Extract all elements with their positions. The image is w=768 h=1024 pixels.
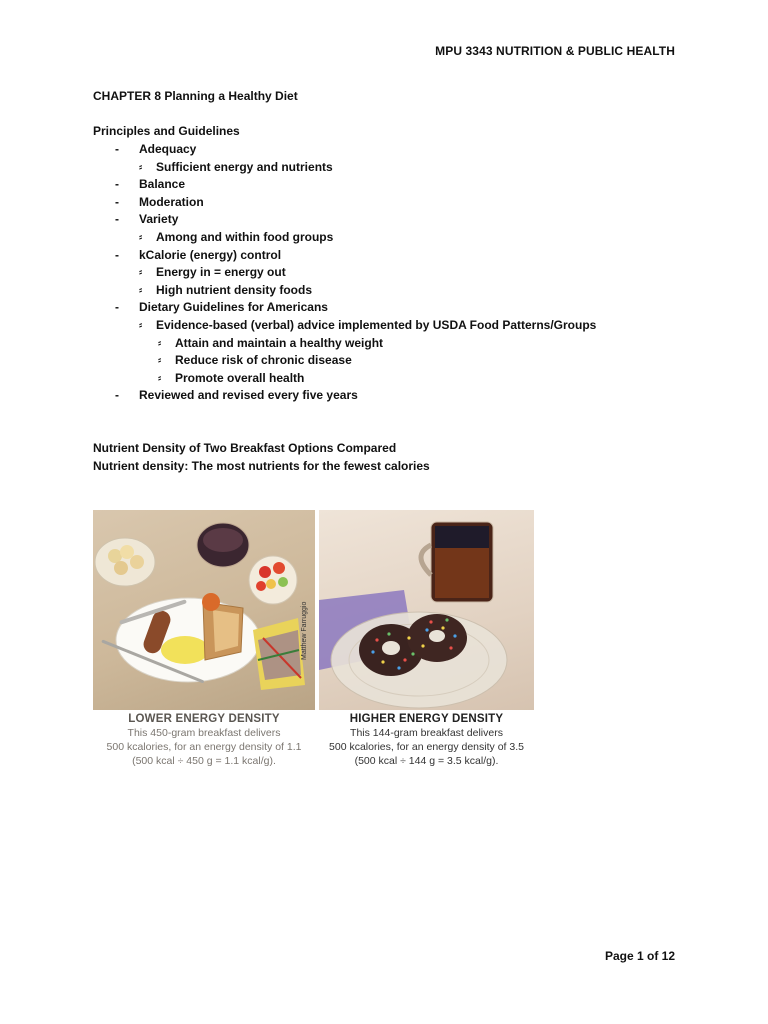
higher-density-breakfast-illustration — [319, 510, 534, 710]
nutrient-density-title: Nutrient Density of Two Breakfast Options Compared — [93, 441, 397, 455]
outline-item — [93, 317, 693, 335]
outline-item — [93, 370, 693, 388]
outline-item — [93, 335, 693, 353]
lower-density-breakfast-illustration — [93, 510, 315, 710]
outline-item — [93, 387, 693, 405]
section-title: Principles and Guidelines — [93, 124, 240, 138]
outline-item-text: Evidence-based (verbal) advice implemented by USDA Food Patterns/Groups — [156, 317, 597, 332]
outline-item — [93, 229, 693, 247]
sub-bullet: ⸗ — [139, 284, 143, 296]
outline-item-text: Reduce risk of chronic disease — [175, 353, 352, 368]
outline-item-text: Variety — [139, 212, 179, 227]
outline-item — [93, 159, 693, 177]
dash-bullet: - — [115, 177, 119, 192]
outline-item — [93, 211, 693, 229]
dash-bullet: - — [115, 388, 119, 403]
outline-item-text: Among and within food groups — [156, 229, 334, 244]
outline-item-text: Reviewed and revised every five years — [139, 388, 358, 403]
chapter-title: CHAPTER 8 Planning a Healthy Diet — [93, 89, 298, 103]
higher-density-line-1: This 144-gram breakfast delivers — [350, 727, 503, 739]
outline-item — [93, 282, 693, 300]
dash-bullet: - — [115, 212, 119, 227]
lower-density-line-1: This 450-gram breakfast delivers — [127, 727, 281, 739]
dash-bullet: - — [115, 300, 119, 315]
dash-bullet: - — [115, 194, 119, 209]
outline-item-text: Energy in = energy out — [156, 265, 286, 280]
outline-item-text: Moderation — [139, 194, 204, 209]
sub-bullet: ⸗ — [158, 355, 162, 367]
outline-item-text: High nutrient density foods — [156, 282, 312, 297]
higher-density-heading: HIGHER ENERGY DENSITY — [349, 713, 504, 725]
sub-bullet: ⸗ — [139, 267, 143, 279]
page-header: MPU 3343 NUTRITION & PUBLIC HEALTH — [435, 44, 675, 58]
sub-bullet: ⸗ — [158, 372, 162, 384]
outline-item-text: Sufficient energy and nutrients — [156, 159, 333, 174]
page-number: Page 1 of 12 — [604, 949, 675, 963]
higher-density-line-3: (500 kcal ÷ 144 g = 3.5 kcal/g). — [354, 755, 499, 767]
principles-outline — [93, 141, 693, 405]
outline-item-text: Attain and maintain a healthy weight — [175, 335, 384, 350]
lower-density-caption — [93, 712, 315, 768]
outline-item — [93, 352, 693, 370]
lower-density-breakfast-photo — [93, 510, 315, 710]
outline-item — [93, 176, 693, 194]
outline-item-text: Dietary Guidelines for Americans — [139, 300, 328, 315]
sub-bullet: ⸗ — [139, 319, 143, 331]
outline-item-text: kCalorie (energy) control — [139, 247, 282, 262]
higher-density-breakfast-photo — [319, 510, 534, 710]
lower-density-line-3: (500 kcal ÷ 450 g = 1.1 kcal/g). — [132, 755, 276, 767]
lower-density-heading: LOWER ENERGY DENSITY — [128, 713, 280, 725]
dash-bullet: - — [115, 142, 119, 156]
higher-density-line-2: 500 kcalories, for an energy density of 3.5 — [329, 741, 524, 753]
outline-item-text: Promote overall health — [175, 370, 305, 385]
outline-item — [93, 299, 693, 317]
sub-bullet: ⸗ — [139, 231, 143, 243]
dash-bullet: - — [115, 247, 119, 262]
outline-item — [93, 264, 693, 282]
higher-density-caption — [319, 712, 534, 768]
nutrient-density-subtitle: Nutrient density: The most nutrients for the fewest calories — [93, 459, 430, 473]
sub-bullet: ⸗ — [139, 161, 143, 173]
outline-item — [93, 247, 693, 265]
outline-item — [93, 194, 693, 212]
outline-item-text: Adequacy — [139, 142, 197, 156]
photo-credit: Matthew Farruggio — [301, 601, 308, 660]
lower-density-line-2: 500 kcalories, for an energy density of 1.1 — [106, 741, 302, 753]
outline-item — [93, 141, 693, 159]
sub-bullet: ⸗ — [158, 337, 162, 349]
breakfast-comparison-figure — [93, 510, 534, 780]
outline-item-text: Balance — [139, 177, 186, 192]
